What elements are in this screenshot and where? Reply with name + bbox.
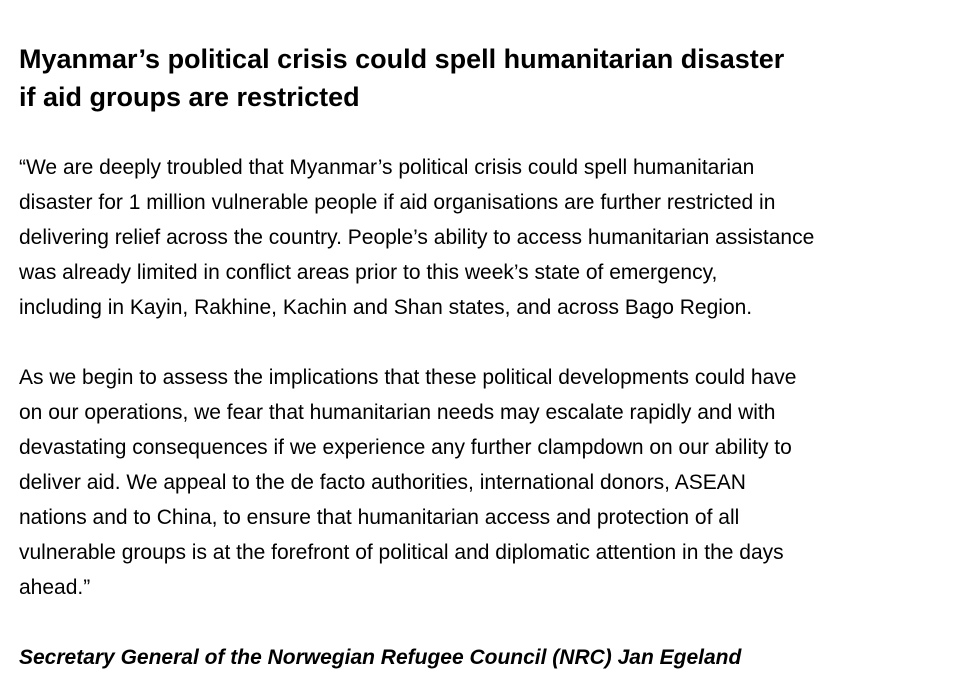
- quote-paragraph-1: [19, 150, 959, 325]
- paragraph-line: disaster for 1 million vulnerable people if aid organisations are further restricted in: [19, 191, 776, 214]
- paragraph-line: vulnerable groups is at the forefront of political and diplomatic attention in the days: [19, 541, 784, 564]
- quote-paragraph-2: [19, 360, 959, 605]
- headline-line: if aid groups are restricted: [19, 82, 360, 112]
- paragraph-line: delivering relief across the country. People’s ability to access humanitarian assistance: [19, 226, 815, 249]
- paragraph-line: devastating consequences if we experience any further clampdown on our ability to: [19, 436, 792, 459]
- paragraph-line: “We are deeply troubled that Myanmar’s political crisis could spell humanitarian: [19, 156, 755, 179]
- headline-line: Myanmar’s political crisis could spell humanitarian disaster: [19, 44, 785, 74]
- paragraph-line: was already limited in conflict areas prior to this week’s state of emergency,: [19, 261, 718, 284]
- paragraph-line: deliver aid. We appeal to the de facto authorities, international donors, ASEAN: [19, 471, 746, 494]
- paragraph-line: including in Kayin, Rakhine, Kachin and Shan states, and across Bago Region.: [19, 296, 753, 319]
- statement-document: [19, 40, 959, 675]
- paragraph-line: ahead.”: [19, 576, 91, 599]
- paragraph-line: on our operations, we fear that humanitarian needs may escalate rapidly and with: [19, 401, 776, 424]
- signature-attribution: Secretary General of the Norwegian Refugee Council (NRC) Jan Egeland: [19, 646, 742, 669]
- paragraph-line: nations and to China, to ensure that humanitarian access and protection of all: [19, 506, 740, 529]
- headline: [19, 40, 959, 116]
- paragraph-line: As we begin to assess the implications that these political developments could have: [19, 366, 797, 389]
